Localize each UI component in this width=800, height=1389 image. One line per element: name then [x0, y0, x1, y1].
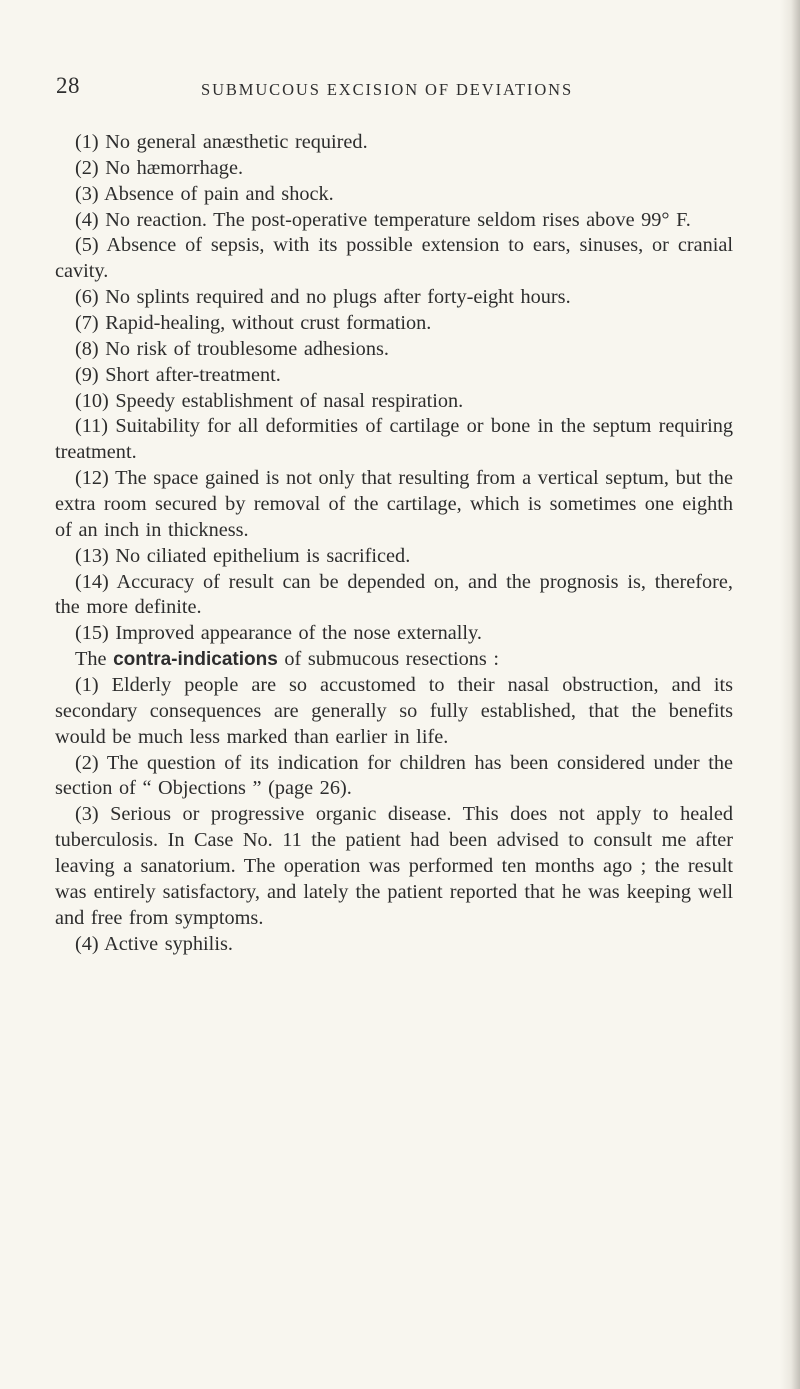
list-item: (2) The question of its indication for children has been considered under the section of “ Objections ” (page 26).	[55, 751, 733, 800]
list-item: (1) Elderly people are so accustomed to their nasal obstruction, and its secondary consequences are generally so fully established, that the benefits would be much less marked than earlier in life.	[55, 674, 733, 748]
list-item: (12) The space gained is not only that resulting from a vertical septum, but the extra room secured by removal of the cartilage, which is sometimes one eighth of an inch in thickness.	[55, 467, 733, 541]
list-item: (3) Serious or progressive organic disease. This does not apply to healed tuberculosis. In Case No. 11 the patient had been advised to consult me after leaving a sanatorium. The operation was performed ten months ago ; the result was entirely satisfactory, and lately the patient reported that he was keeping well and free from symptoms.	[55, 803, 733, 929]
list-item: (4) Active syphilis.	[75, 932, 233, 955]
body-text	[55, 130, 733, 958]
contra-indications-heading: contra-indications	[113, 649, 278, 671]
page-number: 28	[56, 73, 80, 98]
list-item: (7) Rapid-healing, without crust formation.	[75, 312, 432, 335]
list-item: (13) No ciliated epithelium is sacrificed.	[75, 544, 411, 567]
page-header	[56, 73, 616, 104]
list-item: (11) Suitability for all deformities of cartilage or bone in the septum requiring treatment.	[55, 415, 733, 464]
list-item: (6) No splints required and no plugs after forty-eight hours.	[75, 286, 571, 309]
list-item: (15) Improved appearance of the nose externally.	[75, 622, 482, 645]
running-head: SUBMUCOUS EXCISION OF DEVIATIONS	[201, 80, 574, 99]
list-item: (14) Accuracy of result can be depended on, and the prognosis is, therefore, the more definite.	[55, 570, 733, 619]
list-item: (3) Absence of pain and shock.	[75, 182, 334, 205]
page-edge-shadow	[780, 0, 800, 1389]
list-item: (9) Short after-treatment.	[75, 363, 281, 386]
list-item: (10) Speedy establishment of nasal respiration.	[75, 389, 464, 412]
intro-suffix: of submucous resections :	[277, 648, 499, 671]
list-item: (5) Absence of sepsis, with its possible extension to ears, sinuses, or cranial cavity.	[55, 234, 733, 283]
list-item: (8) No risk of troublesome adhesions.	[75, 337, 389, 360]
intro-prefix: The	[75, 648, 114, 671]
contra-indications-intro	[55, 647, 733, 673]
list-item: (1) No general anæsthetic required.	[75, 131, 368, 153]
list-item: (4) No reaction. The post-operative temperature seldom rises above 99° F.	[75, 208, 691, 231]
list-item: (2) No hæmorrhage.	[75, 156, 244, 179]
